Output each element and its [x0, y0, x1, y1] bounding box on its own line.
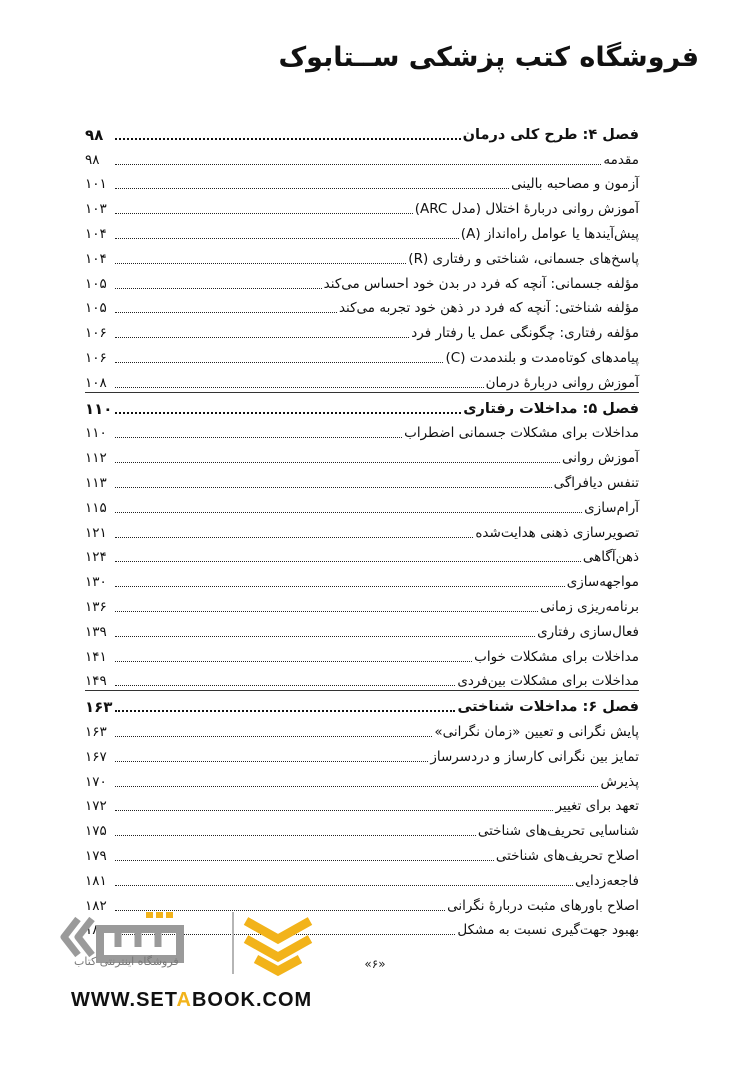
toc-page-number: ۱۷۲ [85, 798, 107, 815]
toc-page-number: ۱۱۵ [85, 499, 107, 516]
toc-page-number: ۱۷۵ [85, 823, 107, 840]
dot-leader [115, 288, 322, 289]
website-url-prefix: WWW.SET [71, 989, 177, 1011]
toc-entry-title: پیش‌آیندها یا عوامل راه‌انداز (A) [460, 225, 639, 242]
toc-row [85, 243, 639, 268]
toc-row [85, 542, 639, 567]
dot-leader [115, 786, 598, 787]
toc-page-number: ۱۶۳ [85, 723, 107, 740]
toc-entry-title: پایش نگرانی و تعیین «زمان نگرانی» [434, 723, 639, 740]
toc-row [85, 641, 639, 666]
toc-entry-title: آزمون و مصاحبه بالینی [511, 176, 639, 193]
toc-page-number: ۱۳۰ [85, 574, 107, 591]
toc-entry-title: تنفس دیافراگی [553, 474, 639, 491]
dot-leader [115, 636, 535, 637]
toc-page-number: ۱۸۲ [85, 897, 107, 914]
dot-leader [115, 188, 509, 189]
toc-row [85, 865, 639, 890]
toc-entry-title: فصل ۵: مداخلات رفتاری [463, 400, 639, 417]
toc-row [85, 517, 639, 542]
logo-divider [232, 912, 234, 974]
toc-page-number: ۱۱۳ [85, 474, 107, 491]
toc-page-number: ۱۰۱ [85, 176, 107, 193]
toc-page-number: ۱۳۶ [85, 598, 107, 615]
toc-page-number: ۱۰۶ [85, 349, 107, 366]
toc-entry-title: بهبود جهت‌گیری نسبت به مشکل [457, 922, 639, 939]
toc-row [85, 741, 639, 766]
dot-leader [115, 835, 476, 836]
dot-leader [115, 710, 455, 712]
toc-row [85, 666, 639, 691]
toc-entry-title: مقدمه [603, 151, 639, 168]
dot-leader [115, 312, 337, 313]
toc-row [85, 169, 639, 194]
dot-leader [115, 537, 473, 538]
website-url-accent: A [176, 989, 192, 1011]
toc-entry-title: مداخلات برای مشکلات خواب [474, 648, 639, 665]
dot-leader [115, 164, 601, 165]
toc-row [85, 616, 639, 641]
toc-page-number: ۱۱۰ [85, 399, 113, 418]
toc-row [85, 766, 639, 791]
toc-row [85, 840, 639, 865]
toc-entry-title: مداخلات برای مشکلات بین‌فردی [457, 673, 639, 690]
toc-row [85, 193, 639, 218]
toc-page-number: ۱۰۵ [85, 275, 107, 292]
toc-page-number: ۱۱۲ [85, 450, 107, 467]
dot-leader [115, 263, 406, 264]
toc-row [85, 467, 639, 492]
toc-entry-title: برنامه‌ریزی زمانی [539, 598, 639, 615]
toc-row [85, 791, 639, 816]
toc-chapter-row [85, 392, 639, 418]
toc-row [85, 418, 639, 443]
dot-leader [115, 736, 432, 737]
toc-page-number: ۱۶۳ [85, 698, 113, 717]
toc-row [85, 218, 639, 243]
toc-page-number: ۱۰۴ [85, 225, 107, 242]
toc-page-number: ۱۰۴ [85, 250, 107, 267]
setabook-logo [60, 905, 340, 985]
toc-entry-title: مواجهه‌سازی [566, 574, 639, 591]
toc-chapter-row [85, 690, 639, 716]
toc-row [85, 716, 639, 741]
toc-entry-title: فصل ۶: مداخلات شناختی [457, 699, 639, 716]
toc-entry-title: مؤلفه جسمانی: آنچه که فرد در بدن خود احساس می‌کند [323, 275, 639, 292]
toc-page-number: ۱۴۹ [85, 673, 107, 690]
dot-leader [115, 885, 573, 886]
toc-page-number: ۱۲۴ [85, 549, 107, 566]
toc-row [85, 317, 639, 342]
dot-leader [115, 362, 443, 363]
toc-row [85, 566, 639, 591]
toc-entry-title: فصل ۴: طرح کلی درمان [462, 126, 639, 143]
toc-page-number: ۱۰۳ [85, 201, 107, 218]
toc-entry-title: آموزش روانی دربارهٔ درمان [485, 374, 639, 391]
toc-page-number: ۱۰۶ [85, 325, 107, 342]
toc-page-number: ۱۳۹ [85, 623, 107, 640]
dot-leader [115, 761, 428, 762]
toc-entry-title: آموزش روانی دربارهٔ اختلال (مدل ARC) [414, 201, 639, 218]
toc-entry-title: تعهد برای تغییر [555, 798, 639, 815]
toc-row [85, 144, 639, 169]
logo-brand-text: فروشگاه اینترنتی کتاب [74, 955, 179, 968]
toc-row [85, 342, 639, 367]
toc-row [85, 268, 639, 293]
toc-page-number: ۱۷۰ [85, 773, 107, 790]
website-url-suffix: BOOK.COM [191, 989, 313, 1011]
dot-leader [115, 412, 461, 414]
dot-leader [115, 685, 455, 686]
toc-entry-title: مداخلات برای مشکلات جسمانی اضطراب [404, 425, 639, 442]
toc-row [85, 591, 639, 616]
toc-entry-title: آموزش روانی [561, 450, 639, 467]
toc-page-number: ۱۸ [85, 922, 100, 939]
toc-page-number: ۹۸ [85, 125, 104, 144]
toc-entry-title: فعال‌سازی رفتاری [537, 623, 639, 640]
toc-entry-title: پاسخ‌های جسمانی، شناختی و رفتاری (R) [408, 250, 639, 267]
toc-page-number: ۱۶۷ [85, 748, 107, 765]
toc-row [85, 492, 639, 517]
dot-leader [115, 512, 582, 513]
dot-leader [115, 487, 552, 488]
dot-leader [115, 661, 472, 662]
toc-row [85, 442, 639, 467]
toc-row [85, 815, 639, 840]
toc-row [85, 367, 639, 392]
toc-entry-title: پیامدهای کوتاه‌مدت و بلندمدت (C) [445, 349, 639, 366]
dot-leader [115, 860, 494, 861]
toc-entry-title: تمایز بین نگرانی کارساز و دردسرساز [430, 748, 639, 765]
toc-page-number: ۱۴۱ [85, 648, 107, 665]
dot-leader [115, 138, 461, 140]
toc-entry-title: آرام‌سازی [584, 499, 639, 516]
toc-entry-title: شناسایی تحریف‌های شناختی [477, 823, 639, 840]
dot-leader [115, 462, 560, 463]
page-number: «۶» [364, 957, 386, 971]
dot-leader [115, 337, 409, 338]
toc-entry-title: فاجعه‌زدایی [575, 872, 639, 889]
table-of-contents [85, 119, 639, 939]
toc-entry-title: پذیرش [600, 773, 639, 790]
toc-entry-title: مؤلفه شناختی: آنچه که فرد در ذهن خود تجربه می‌کند [338, 300, 639, 317]
website-url [71, 989, 312, 1012]
toc-chapter-row [85, 119, 639, 144]
toc-page-number: ۱۰۵ [85, 300, 107, 317]
dot-leader [115, 213, 413, 214]
toc-entry-title: ذهن‌آگاهی [582, 549, 639, 566]
toc-page-number: ۱۷۹ [85, 847, 107, 864]
dot-leader [115, 611, 538, 612]
toc-page-number: ۱۸۱ [85, 872, 107, 889]
toc-page-number: ۱۲۱ [85, 524, 107, 541]
page-header-title: فروشگاه کتب پزشکی ســتابوک [278, 42, 699, 73]
toc-entry-title: مؤلفه رفتاری: چگونگی عمل یا رفتار فرد [411, 325, 639, 342]
dot-leader [115, 586, 565, 587]
toc-entry-title: تصویرسازی ذهنی هدایت‌شده [475, 524, 639, 541]
toc-entry-title: اصلاح باورهای مثبت دربارهٔ نگرانی [447, 897, 639, 914]
dot-leader [115, 810, 553, 811]
toc-entry-title: اصلاح تحریف‌های شناختی [495, 847, 639, 864]
dot-leader [115, 387, 484, 388]
toc-page-number: ۹۸ [85, 151, 100, 168]
dot-leader [115, 437, 402, 438]
dot-leader [115, 561, 581, 562]
toc-row [85, 293, 639, 318]
toc-page-number: ۱۱۰ [85, 425, 107, 442]
dot-leader [115, 238, 459, 239]
toc-page-number: ۱۰۸ [85, 374, 107, 391]
